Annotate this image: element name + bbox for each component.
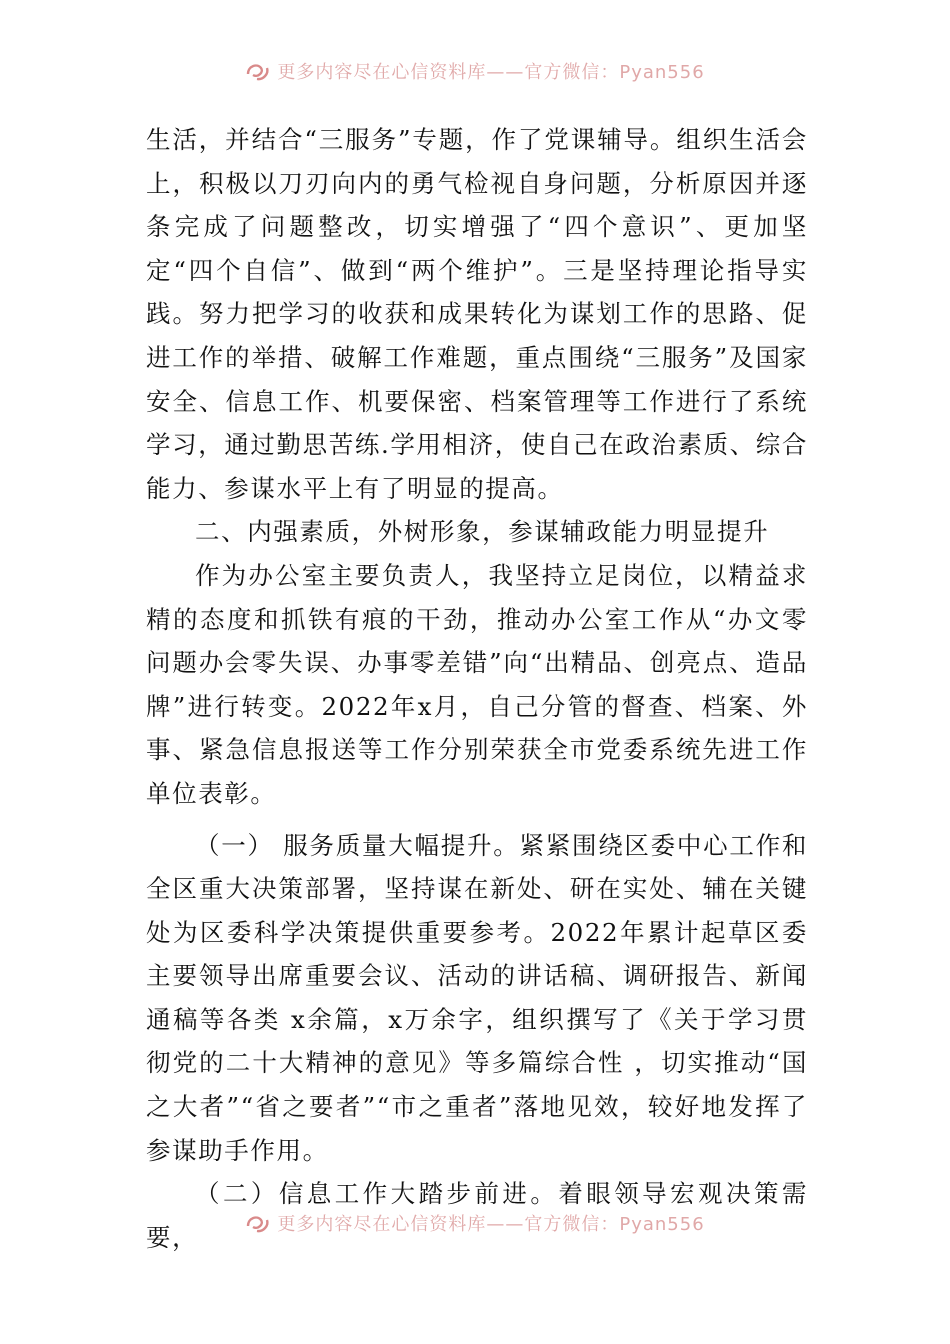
watermark-text: 更多内容尽在心信资料库——官方微信：Pyan556 xyxy=(277,1214,705,1235)
watermark-header xyxy=(0,56,950,86)
watermark-logo-icon xyxy=(245,1212,271,1234)
section-heading: 二、内强素质，外树形象，参谋辅政能力明显提升 xyxy=(195,517,770,547)
watermark-text: 更多内容尽在心信资料库——官方微信：Pyan556 xyxy=(277,62,705,83)
watermark-logo-icon xyxy=(245,60,271,82)
paragraph-service-quality: （一） 服务质量大幅提升。紧紧围绕区委中心工作和全区重大决策部署，坚持谋在新处、研在实处、辅在关键处为区委科学决策提供重要参考。2022年累计起草区委主要领导出席重要会议、活动的讲话稿、调研报告、新闻通稿等各类 x余篇，x万余字，组织撰写了《关于学习贯彻党的二十大精神的意见》等多篇综合性 ，切实推动“国之大者”“省之要者”“市之重者”落地见效，较好地发挥了参谋助手作用。 xyxy=(146,830,808,1165)
watermark-footer xyxy=(0,1208,950,1238)
paragraph-information-work: （二）信息工作大踏步前进。着眼领导宏观决策需要， xyxy=(146,1179,808,1252)
paragraph-office: 作为办公室主要负责人，我坚持立足岗位，以精益求精的态度和抓铁有痕的干劲，推动办公室工作从“办文零问题办会零失误、办事零差错”向“出精品、创亮点、造品牌”进行转变。2022年x月，自己分管的督查、档案、外事、紧急信息报送等工作分别荣获全市党委系统先进工作单位表彰。 xyxy=(146,560,808,808)
paragraph-continued: 生活，并结合“三服务”专题，作了党课辅导。组织生活会上，积极以刀刃向内的勇气检视自身问题，分析原因并逐条完成了问题整改，切实增强了“四个意识”、更加坚定“四个自信”、做到“两个维护”。三是坚持理论指导实践。努力把学习的收获和成果转化为谋划工作的思路、促进工作的举措、破解工作难题，重点围绕“三服务”及国家安全、信息工作、机要保密、档案管理等工作进行了系统学习，通过勤思苦练.学用相济，使自己在政治素质、综合能力、参谋水平上有了明显的提高。 xyxy=(146,125,808,503)
paragraph-gap xyxy=(146,816,808,824)
document-body xyxy=(146,118,808,1259)
